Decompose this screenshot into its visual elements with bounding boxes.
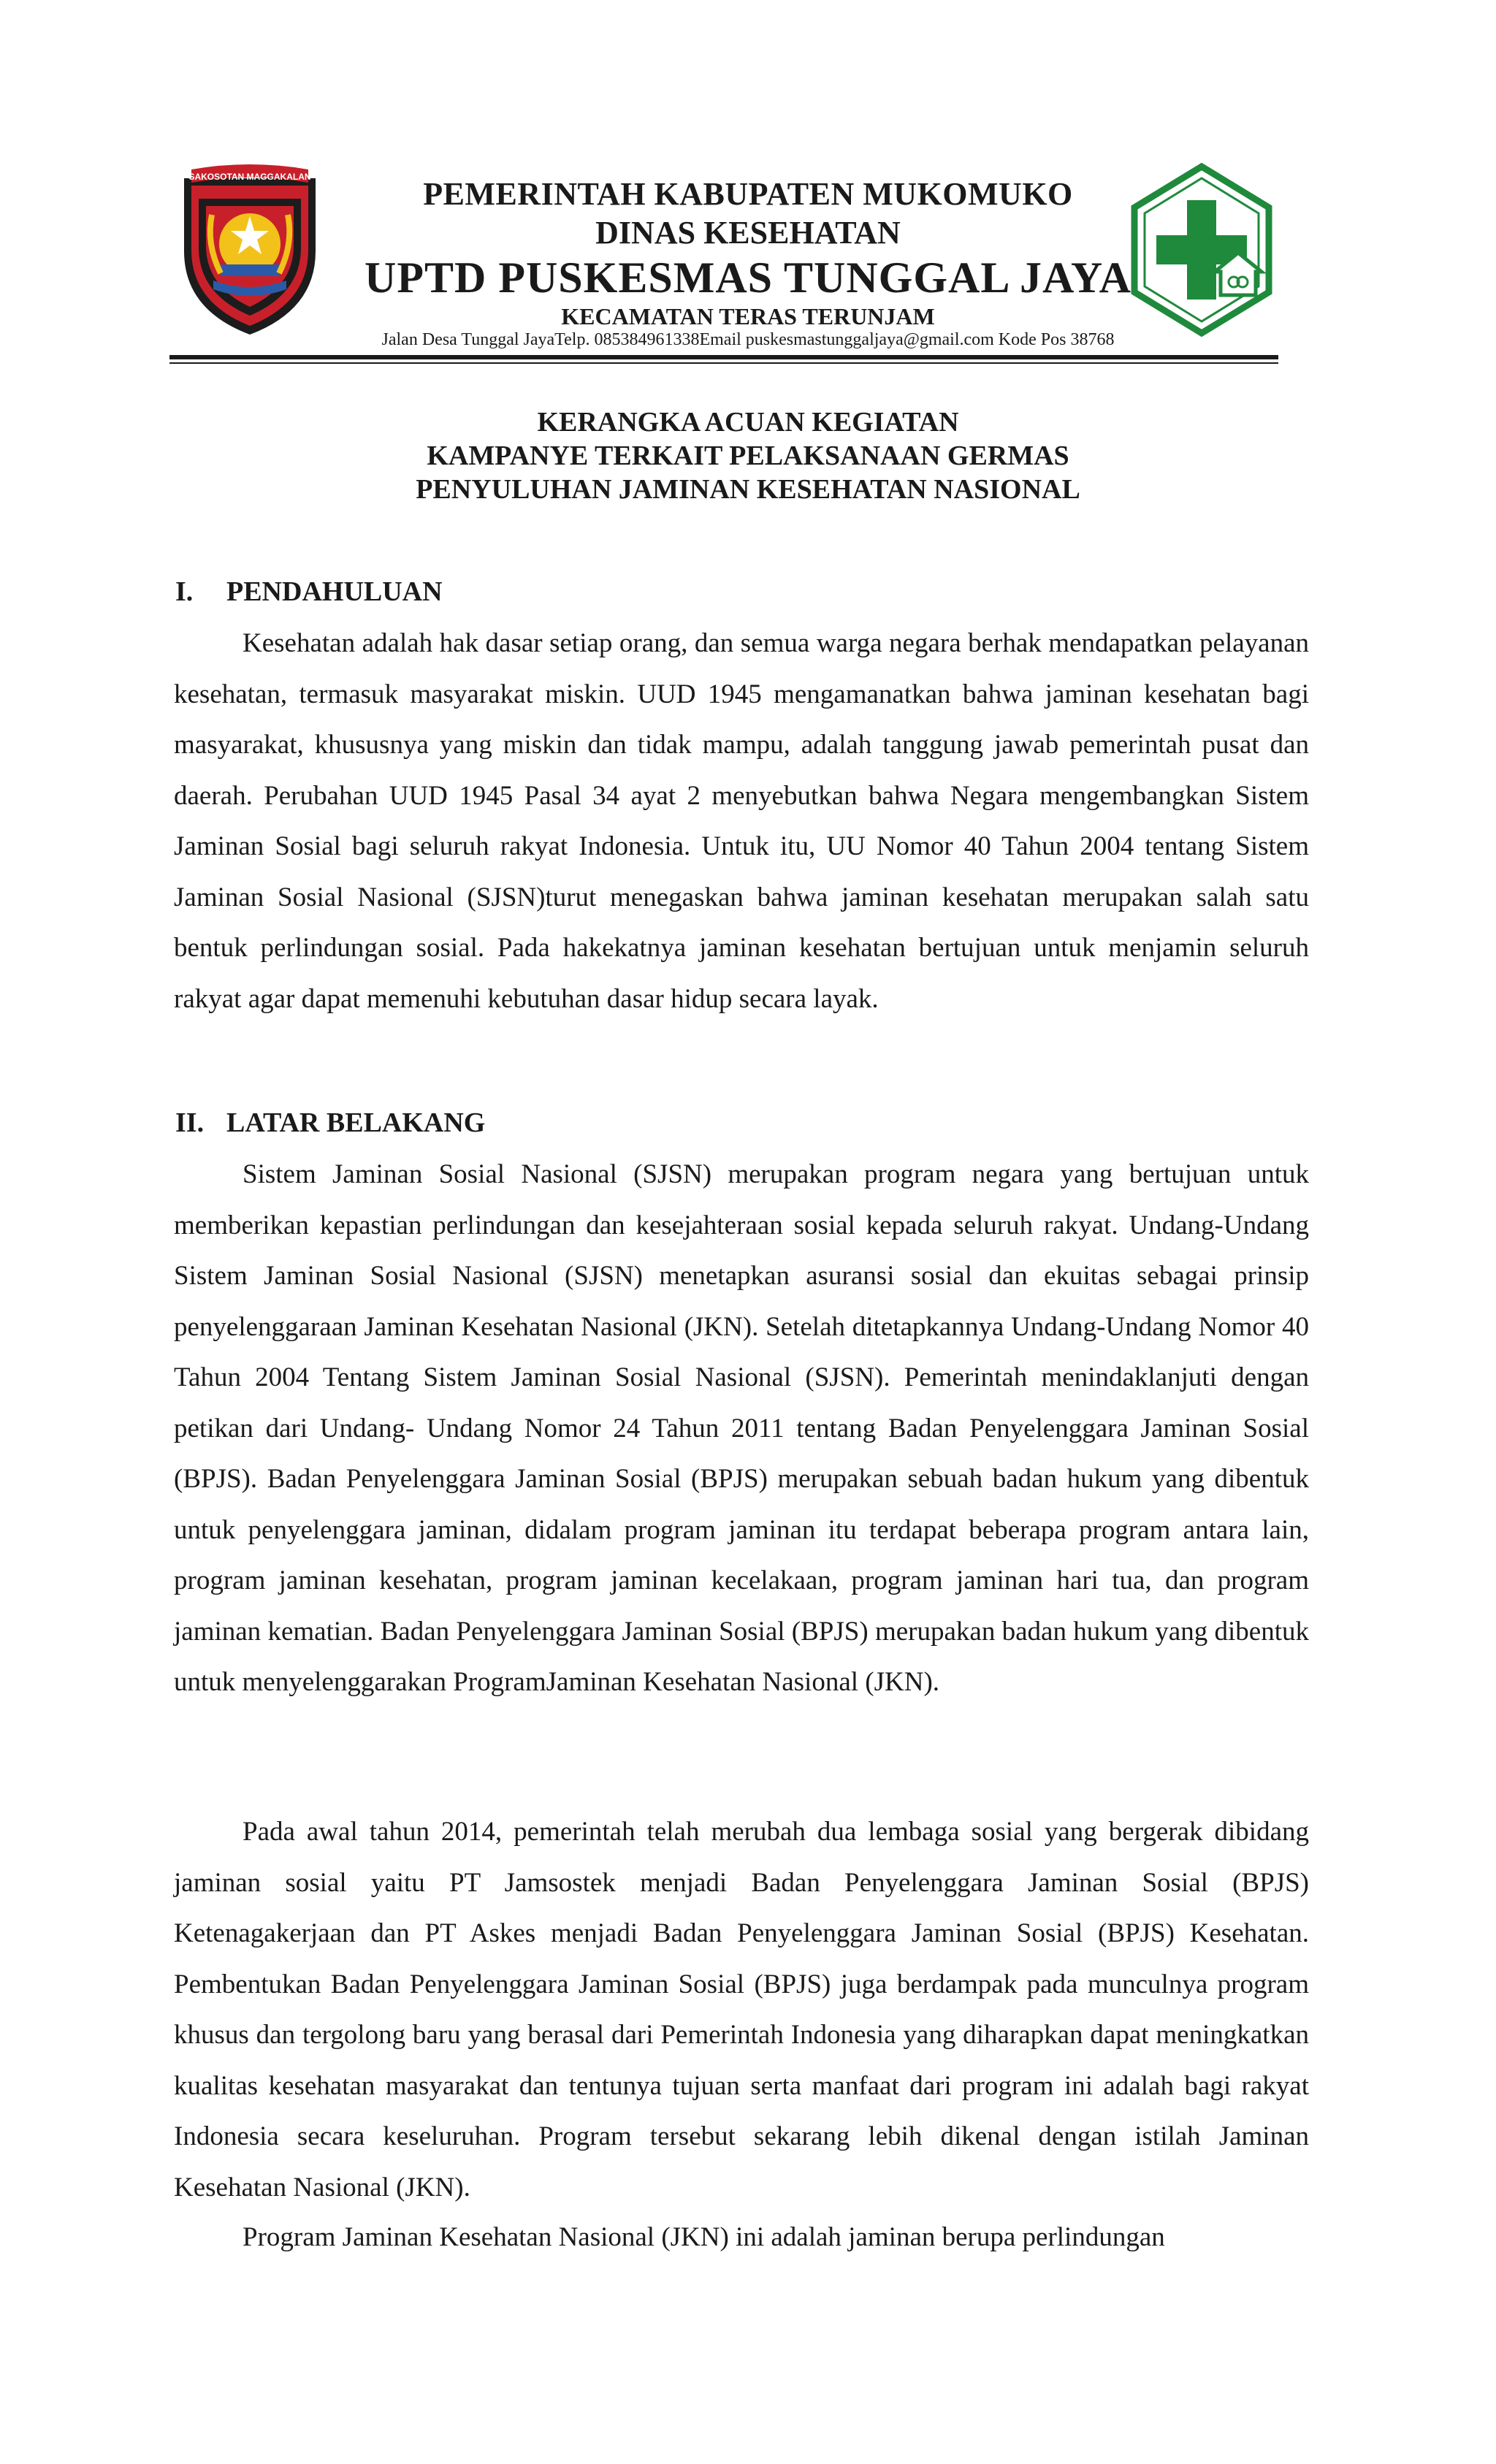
section-title: LATAR BELAKANG <box>226 1107 486 1138</box>
letterhead-divider-thin <box>169 362 1278 364</box>
section-heading-pendahuluan <box>175 576 443 608</box>
letterhead-institution: UPTD PUSKESMAS TUNGGAL JAYA <box>364 253 1132 302</box>
section-heading-latar-belakang <box>175 1107 485 1139</box>
section-number: II. <box>175 1107 205 1138</box>
crest-motto: SAKOSOTAN MAGGAKALAN <box>188 172 311 182</box>
letterhead-government: PEMERINTAH KABUPATEN MUKOMUKO <box>423 176 1073 212</box>
paragraph: Program Jaminan Kesehatan Nasional (JKN) ini adalah jaminan berupa perlindungan <box>243 2222 1165 2252</box>
section-title: PENDAHULUAN <box>226 576 443 607</box>
section-number: I. <box>175 576 194 607</box>
letterhead-divider-thick <box>169 355 1278 359</box>
document-title-line-3: PENYULUHAN JAMINAN KESEHATAN NASIONAL <box>416 474 1080 505</box>
document-title-line-1: KERANGKA ACUAN KEGIATAN <box>537 407 959 438</box>
letterhead-department: DINAS KESEHATAN <box>595 215 901 251</box>
paragraph: Pada awal tahun 2014, pemerintah telah merubah dua lembaga sosial yang bergerak dibidang jaminan sosial yaitu PT Jamsostek menjadi Badan Penyelenggara Jaminan Sosial (BPJS) Ketenagakerjaan dan PT Askes menjadi Badan Penyelenggara Jaminan Sosial (BPJS) Kesehatan. Pembentukan Badan Penyelenggara Jaminan Sosial (BPJS) juga berdampak pada munculnya program khusus dan tergolong baru yang berasal dari Pemerintah Indonesia yang diharapkan dapat meningkatkan kualitas kesehatan masyarakat dan tentunya tujuan serta manfaat dari program ini adalah bagi rakyat Indonesia secara keseluruhan. Program tersebut sekarang lebih dikenal dengan istilah Jaminan Kesehatan Nasional (JKN). <box>174 1817 1309 2202</box>
letterhead-district: KECAMATAN TERAS TERUNJAM <box>561 303 935 329</box>
letterhead-address: Jalan Desa Tunggal JayaTelp. 085384961338Email puskesmastunggaljaya@gmail.com Kode Pos 38768 <box>381 330 1115 349</box>
paragraph: Sistem Jaminan Sosial Nasional (SJSN) merupakan program negara yang bertujuan untuk memberikan kepastian perlindungan dan kesejahteraan sosial kepada seluruh rakyat. Undang-Undang Sistem Jaminan Sosial Nasional (SJSN) menetapkan asuransi sosial dan ekuitas sebagai prinsip penyelenggaraan Jaminan Kesehatan Nasional (JKN). Setelah ditetapkannya Undang-Undang Nomor 40 Tahun 2004 Tentang Sistem Jaminan Sosial Nasional (SJSN). Pemerintah menindaklanjuti dengan petikan dari Undang- Undang Nomor 24 Tahun 2011 tentang Badan Penyelenggara Jaminan Sosial (BPJS). Badan Penyelenggara Jaminan Sosial (BPJS) merupakan sebuah badan hukum yang dibentuk untuk penyelenggara jaminan, didalam program jaminan itu terdapat beberapa program antara lain, program jaminan kesehatan, program jaminan kecelakaan, program jaminan hari tua, dan program jaminan kematian. Badan Penyelenggara Jaminan Sosial (BPJS) merupakan badan hukum yang dibentuk untuk menyelenggarakan ProgramJaminan Kesehatan Nasional (JKN). <box>174 1159 1309 1697</box>
document-title-line-2: KAMPANYE TERKAIT PELAKSANAAN GERMAS <box>427 440 1069 471</box>
paragraph: Kesehatan adalah hak dasar setiap orang, dan semua warga negara berhak mendapatkan pelayanan kesehatan, termasuk masyarakat miskin. UUD 1945 mengamanatkan bahwa jaminan kesehatan bagi masyarakat, khususnya yang miskin dan tidak mampu, adalah tanggung jawab pemerintah pusat dan daerah. Perubahan UUD 1945 Pasal 34 ayat 2 menyebutkan bahwa Negara mengembangkan Sistem Jaminan Sosial bagi seluruh rakyat Indonesia. Untuk itu, UU Nomor 40 Tahun 2004 tentang Sistem Jaminan Sosial Nasional (SJSN)turut menegaskan bahwa jaminan kesehatan merupakan salah satu bentuk perlindungan sosial. Pada hakekatnya jaminan kesehatan bertujuan untuk menjamin seluruh rakyat agar dapat memenuhi kebutuhan dasar hidup secara layak. <box>174 628 1309 1014</box>
